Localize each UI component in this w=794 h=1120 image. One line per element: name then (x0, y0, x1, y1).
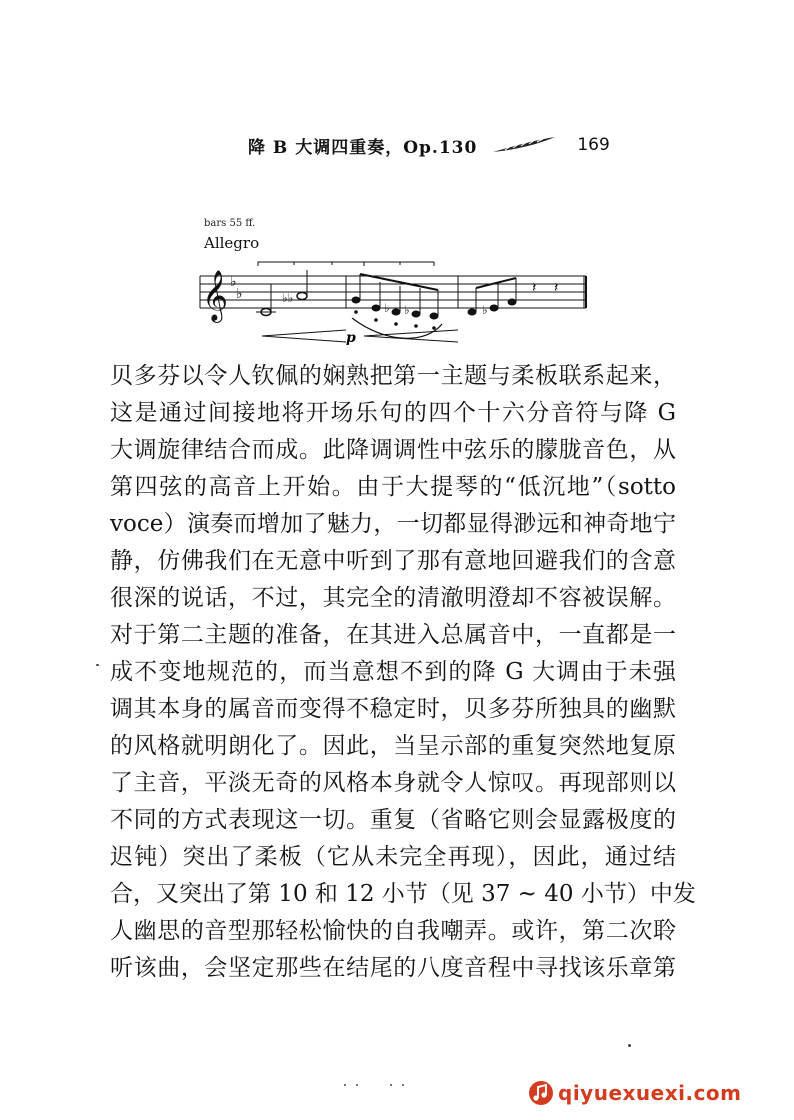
scan-speck (390, 1084, 392, 1086)
treble-clef-icon: 𝄞 (202, 270, 229, 321)
music-note-logo-icon (528, 1080, 554, 1106)
text-line: 调其本身的属音而变得不稳定时，贝多芬所独具的幽默 (110, 696, 676, 722)
hairpin-dynamics (262, 330, 458, 342)
svg-text:♭: ♭ (482, 303, 488, 317)
quill-ornament-icon (491, 135, 557, 155)
text-line: 的风格就明朗化了。因此，当呈示部的重复突然地复原 (110, 733, 676, 759)
scan-speck (628, 1044, 631, 1047)
scan-speck (402, 1084, 404, 1086)
running-header (248, 130, 610, 160)
text-line: voce）演奏而增加了魅力，一切都显得渺远和神奇地宁 (110, 511, 676, 537)
score-tempo-marking: Allegro (204, 234, 260, 252)
svg-text:♭: ♭ (236, 286, 243, 302)
text-line: 了主音，平淡无奇的风格本身就令人惊叹。再现部则以 (110, 770, 676, 796)
svg-text:𝄽: 𝄽 (532, 280, 537, 296)
music-score-example (196, 218, 596, 348)
text-line: 第四弦的高音上开始。由于大提琴的“低沉地”（sotto (110, 474, 676, 500)
text-line: 成不变地规范的，而当意想不到的降 G 大调由于未强 (110, 659, 676, 685)
body-text (110, 358, 696, 987)
text-line: 听该曲，会坚定那些在结尾的八度音程中寻找该乐章第 (110, 955, 676, 981)
svg-text:♭♭: ♭♭ (282, 291, 294, 305)
dynamic-marking: p (346, 330, 356, 346)
watermark-text: qiyuexuexi.com (558, 1081, 742, 1105)
text-line: 迟钝）突出了柔板（它从未完全再现），因此，通过结 (110, 844, 676, 870)
score-bar-reference: bars 55 ff. (204, 218, 256, 229)
svg-text:♭: ♭ (230, 274, 237, 290)
text-line: 人幽思的音型那轻松愉快的自我嘲弄。或许，第二次聆 (110, 918, 676, 944)
text-line: 不同的方式表现这一切。重复（省略它则会显露极度的 (110, 807, 676, 833)
running-title: 降 B 大调四重奏，Op.130 (248, 137, 478, 158)
text-line: 大调旋律结合而成。此降调调性中弦乐的朦胧音色，从 (110, 437, 676, 463)
music-staff (196, 254, 596, 348)
slur (352, 318, 442, 338)
svg-text:♭: ♭ (404, 303, 410, 317)
phrase-brackets (258, 262, 434, 266)
text-line: 贝多芬以令人钦佩的娴熟把第一主题与柔板联系起来， (110, 363, 676, 389)
site-watermark (528, 1080, 742, 1106)
text-line: 对于第二主题的准备，在其进入总属音中，一直都是一 (110, 622, 676, 648)
scan-speck (96, 664, 99, 666)
svg-text:𝄽: 𝄽 (554, 280, 559, 296)
svg-text:♭: ♭ (384, 301, 390, 315)
key-signature-flats (230, 274, 243, 302)
scan-speck (344, 1084, 346, 1086)
text-line: 合，又突出了第 10 和 12 小节（见 37 ~ 40 小节）中发 (110, 881, 696, 907)
scan-speck (356, 1084, 358, 1086)
text-line: 这是通过间接地将开场乐句的四个十六分音符与降 G (110, 400, 676, 426)
text-line: 静，仿佛我们在无意中听到了那有意地回避我们的含意 (110, 548, 676, 574)
text-line: 很深的说话，不过，其完全的清澈明澄却不容被误解。 (110, 585, 676, 611)
page-number: 169 (577, 135, 610, 155)
